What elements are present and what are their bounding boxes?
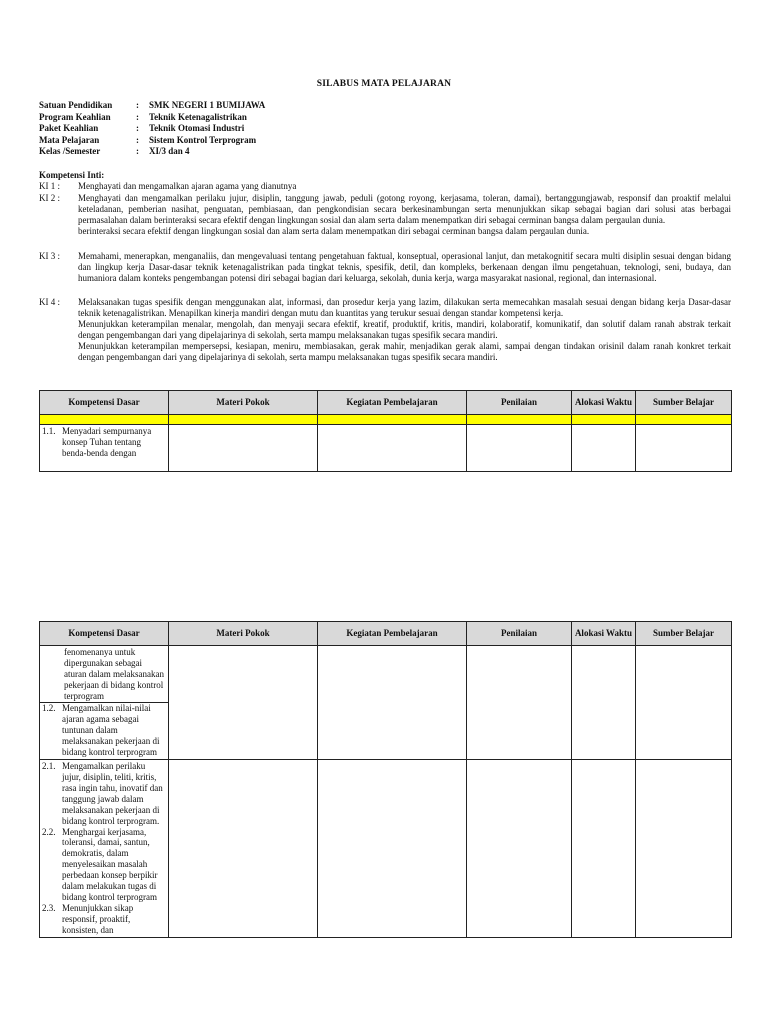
kd-text: Menghargai kerjasama, toleransi, damai, santun, demokratis, dalam menyelesaikan masalah perbedaan konsep berpikir dalam melakukan tugas di bidang kontrol terprogram — [62, 826, 158, 903]
ki-text: Menghayati dan mengamalkan ajaran agama yang dianutnya — [78, 181, 297, 191]
kd-cell — [40, 759, 169, 938]
kd-text: Mengamalkan perilaku jujur, disiplin, teliti, kritis, rasa ingin tahu, inovatif dan tanggung jawab dalam melaksanakan pekerjaan di bidang kontrol terprogram. — [62, 760, 163, 826]
identity-colon: : — [136, 100, 139, 110]
identity-value: Sistem Kontrol Terprogram — [149, 134, 257, 145]
identity-value: XI/3 dan 4 — [149, 146, 190, 157]
ki-1 — [39, 181, 731, 192]
syllabus-table-2 — [39, 621, 732, 938]
ki-text: Memahami, menerapkan, menganaliis, dan mengevaluasi tentang pengetahuan faktual, konseptual, operasional lanjut, dan metakognitif secara multi disiplin sesuai dengan bidang dan lingkup kerja Dasar-dasar teknik ketenagalistrikan pada tingkat teknis, spesifik, detil, dan kompleks, berkenaan dengan ilmu pengetahuan, teknologi, seni, budaya, dan humaniora dalam konteks pengembangan potensi diri sebagai bagian dari keluarga, sekolah, dunia kerja, warga masyarakat nasional, regional, dan internasional. — [78, 251, 731, 283]
identity-label: Mata Pelajaran — [39, 134, 100, 145]
syllabus-table-1 — [39, 390, 732, 472]
identity-label: Kelas /Semester — [39, 146, 101, 157]
col-header-kegiatan-pembelajaran: Kegiatan Pembelajaran — [318, 622, 467, 646]
identity-block — [39, 100, 265, 158]
kd-cell — [40, 425, 169, 472]
kd-continued-text: fenomenanya untuk dipergunakan sebagai aturan dalam melaksanakan pekerjaan di bidang kontrol terprogram — [64, 647, 164, 701]
col-header-alokasi-waktu: Alokasi Waktu — [572, 391, 636, 415]
identity-label: Program Keahlian — [39, 111, 111, 122]
table-row — [40, 759, 732, 938]
col-header-materi-pokok: Materi Pokok — [169, 622, 318, 646]
identity-value: Teknik Ketenagalistrikan — [149, 111, 247, 122]
col-header-penilaian: Penilaian — [467, 391, 572, 415]
ki-4 — [39, 297, 731, 363]
kd-text: Mengamalkan nilai-nilai ajaran agama sebagai tuntunan dalam melaksanakan pekerjaan di bidang kontrol terprogram — [62, 702, 160, 757]
identity-row — [39, 112, 265, 124]
highlight-row — [40, 415, 732, 425]
col-header-materi-pokok: Materi Pokok — [169, 391, 318, 415]
kd-cell — [40, 646, 169, 760]
col-header-kompetensi-dasar: Kompetensi Dasar — [40, 622, 169, 646]
ki-text: Melaksanakan tugas spesifik dengan menggunakan alat, informasi, dan prosedur kerja yang lazim, dilakukan serta memecahkan masalah sesuai dengan bidang kerja Dasar-dasar teknik ketenagalistrikan. Menapilkan kinerja mandiri dengan mutu dan kuantitas yang terukur sesuai dengan standar kompetensi kerja. — [78, 297, 731, 318]
col-header-penilaian: Penilaian — [467, 622, 572, 646]
kd-number: 2.3. — [42, 903, 56, 914]
col-header-kegiatan-pembelajaran: Kegiatan Pembelajaran — [318, 391, 467, 415]
col-header-alokasi-waktu: Alokasi Waktu — [572, 622, 636, 646]
kd-number: 2.1. — [42, 760, 56, 771]
identity-colon: : — [136, 134, 139, 145]
ki-number: KI 1 : — [39, 181, 60, 191]
ki-heading: Kompetensi Inti: — [39, 170, 105, 180]
kd-number: 2.2. — [42, 826, 56, 837]
kd-number: 1.2. — [42, 702, 56, 713]
identity-label: Satuan Pendidikan — [39, 100, 113, 110]
ki-text: Menunjukkan keterampilan menalar, mengolah, dan menyaji secara efektif, kreatif, produktif, kritis, mandiri, kolaboratif, komunikatif, dan solutif dalam ranah abstrak terkait dengan pengembangan dari yang dipelajarinya di sekolah, serta mampu melaksanakan tugas spesifik secara mandiri. — [78, 318, 731, 340]
identity-row — [39, 100, 265, 112]
table-row — [40, 646, 732, 760]
table-header-row — [40, 391, 732, 415]
col-header-kompetensi-dasar: Kompetensi Dasar — [40, 391, 169, 415]
identity-colon: : — [136, 111, 139, 122]
ki-3 — [39, 251, 731, 284]
ki-number: KI 4 : — [39, 297, 60, 307]
table-row — [40, 425, 732, 472]
ki-number: KI 3 : — [39, 251, 60, 261]
ki-2 — [39, 193, 731, 237]
identity-row — [39, 123, 265, 135]
identity-label: Paket Keahlian — [39, 123, 99, 134]
kd-text: Menyadari sempurnanya konsep Tuhan tentang benda-benda dengan — [62, 426, 152, 458]
col-header-sumber-belajar: Sumber Belajar — [636, 622, 732, 646]
ki-number: KI 2 : — [39, 193, 60, 203]
identity-row — [39, 135, 265, 147]
identity-row — [39, 146, 265, 158]
document-title: SILABUS MATA PELAJARAN — [316, 79, 452, 89]
ki-text: berinteraksi secara efektif dengan lingkungan sosial dan alam serta dalam menempatkan diri sebagai cerminan bangsa dalam pergaulan dunia. — [78, 225, 590, 236]
kd-number: 1.1. — [42, 426, 56, 436]
identity-value: SMK NEGERI 1 BUMIJAWA — [149, 100, 266, 110]
identity-colon: : — [136, 123, 139, 134]
identity-value: Teknik Otomasi Industri — [149, 123, 245, 134]
table-header-row — [40, 622, 732, 646]
col-header-sumber-belajar: Sumber Belajar — [636, 391, 732, 415]
ki-text: Menunjukkan keterampilan mempersepsi, kesiapan, meniru, membiasakan, gerak mahir, menjadikan gerak alami, sampai dengan tindakan orisinil dalam ranah konkret terkait dengan pengembangan dari yang dipelajarinya di sekolah, serta mampu melaksanakan tugas spesifik secara mandiri. — [78, 340, 731, 362]
identity-colon: : — [136, 146, 139, 157]
ki-text: Menghayati dan mengamalkan perilaku jujur, disiplin, tanggung jawab, peduli (gotong royong, kerjasama, toleran, damai), bertanggungjawab, responsif dan proaktif melalui keteladanan, pemberian nasihat, penguatan, pembiasaan, dan pengkondisian secara berkesinambungan serta menunjukkan sikap sebagai bagian dari solusi atas berbagai permasalahan dalam berinteraksi secara efektif dengan lingkungan sosial dan alam serta dalam menempatkan diri sebagai cerminan bangsa dalam pergaulan dunia. — [78, 193, 731, 225]
kd-text: Menunjukkan sikap responsif, proaktif, konsisten, dan — [62, 903, 134, 936]
